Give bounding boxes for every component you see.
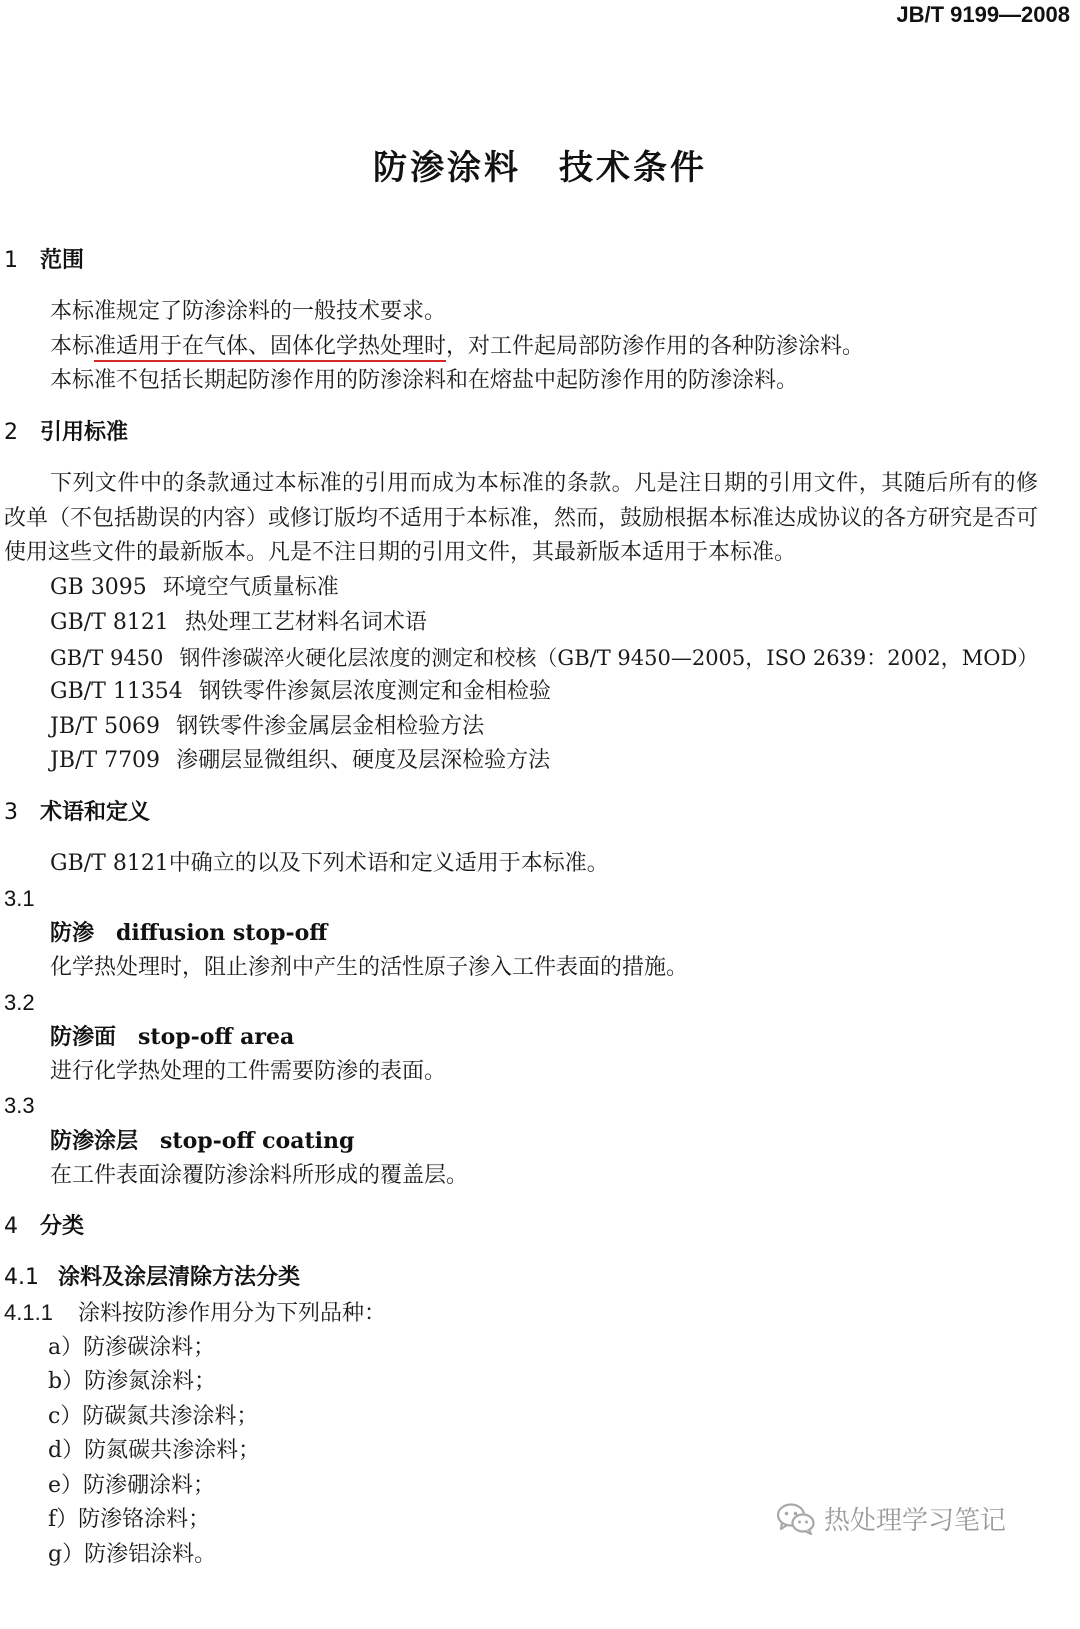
list-item: f）防渗铬涂料；	[48, 1507, 211, 1532]
term-heading	[50, 918, 327, 948]
underlined-phrase: 准适用于在气体、固体化学热处理时	[94, 334, 446, 362]
section-number: 1	[4, 248, 18, 273]
subsection-text: 涂料按防渗作用分为下列品种：	[78, 1301, 387, 1326]
references-paragraph: 下列文件中的条款通过本标准的引用而成为本标准的条款。凡是注日期的引用文件，其随后所有的修改单（不包括勘误的内容）或修订版均不适用于本标准，然而，鼓励根据本标准达成协议的各方研究是否可使用这些文件的最新版本。凡是不注日期的引用文件，其最新版本适用于本标准。	[4, 471, 1039, 565]
subsection-4-1-heading	[4, 1263, 300, 1293]
list-item: a）防渗碳涂料；	[48, 1335, 216, 1360]
standard-code: JB/T 9199—2008	[896, 2, 1070, 27]
ref-title: 钢铁零件渗金属层金相检验方法	[176, 714, 485, 739]
term-heading	[50, 1022, 294, 1052]
reference-item	[50, 712, 484, 742]
term-en: stop-off area	[138, 1024, 295, 1050]
section-1-heading	[4, 246, 84, 276]
ref-code: GB 3095	[50, 575, 147, 600]
term-zh: 防渗涂层	[50, 1128, 139, 1154]
scope-line-2-post: ，对工件起局部防渗作用的各种防渗涂料。	[446, 334, 865, 359]
ref-code: GB/T 8121	[50, 610, 169, 635]
section-3-heading	[4, 798, 150, 828]
scope-line-1: 本标准规定了防渗涂料的一般技术要求。	[50, 299, 447, 324]
watermark	[776, 1500, 1006, 1537]
list-item: d）防氮碳共渗涂料；	[48, 1438, 261, 1463]
title-part-2: 技术条件	[559, 148, 707, 188]
list-item: e）防渗硼涂料；	[48, 1473, 216, 1498]
section-4-heading	[4, 1212, 84, 1242]
scope-line-2-pre: 本标	[50, 334, 95, 359]
ref-title: 热处理工艺材料名词术语	[184, 610, 427, 635]
ref-code: JB/T 5069	[50, 714, 161, 739]
ref-code: GB/T 9450	[50, 646, 164, 670]
ref-code: GB/T 11354	[50, 679, 183, 704]
watermark-text: 热处理学习笔记	[823, 1506, 1006, 1536]
reference-item	[50, 573, 339, 603]
wechat-icon	[776, 1502, 816, 1536]
subsection-number: 4.1.1	[4, 1300, 53, 1325]
subsection-4-1-1	[4, 1298, 386, 1329]
reference-item	[50, 608, 427, 638]
section-number: 2	[4, 420, 18, 445]
term-en: stop-off coating	[160, 1128, 355, 1154]
term-en: diffusion stop-off	[116, 920, 328, 946]
section-2-heading	[4, 418, 128, 448]
reference-item	[50, 746, 550, 776]
scope-line-2	[50, 332, 864, 362]
term-number: 3.2	[4, 990, 35, 1015]
list-item: g）防渗铝涂料。	[48, 1542, 217, 1567]
section-title: 范围	[40, 248, 85, 273]
section-title: 分类	[40, 1214, 85, 1239]
term-zh: 防渗	[50, 920, 95, 946]
ref-code: JB/T 7709	[50, 748, 161, 773]
terms-intro: GB/T 8121中确立的以及下列术语和定义适用于本标准。	[50, 851, 609, 876]
term-number: 3.3	[4, 1093, 35, 1118]
section-number: 4	[4, 1214, 18, 1239]
title-part-1: 防渗涂料	[373, 148, 521, 188]
ref-title: 渗硼层显微组织、硬度及层深检验方法	[176, 748, 551, 773]
ref-title: 环境空气质量标准	[162, 575, 339, 600]
document-title	[0, 140, 1080, 189]
term-definition: 进行化学热处理的工件需要防渗的表面。	[50, 1059, 447, 1084]
section-number: 3	[4, 800, 18, 825]
term-heading	[50, 1126, 354, 1156]
term-definition: 化学热处理时，阻止渗剂中产生的活性原子渗入工件表面的措施。	[50, 955, 689, 980]
term-number: 3.1	[4, 886, 35, 911]
subsection-number: 4.1	[4, 1265, 39, 1290]
reference-item	[50, 643, 1038, 673]
term-definition: 在工件表面涂覆防渗涂料所形成的覆盖层。	[50, 1163, 469, 1188]
subsection-title: 涂料及涂层清除方法分类	[58, 1265, 301, 1290]
reference-item	[50, 677, 551, 707]
ref-title: 钢件渗碳淬火硬化层浓度的测定和校核（GB/T 9450—2005，ISO 2639：2002，MOD）	[179, 646, 1039, 670]
scope-line-3: 本标准不包括长期起防渗作用的防渗涂料和在熔盐中起防渗作用的防渗涂料。	[50, 368, 799, 393]
list-item: c）防碳氮共渗涂料；	[48, 1404, 259, 1429]
section-title: 术语和定义	[40, 800, 151, 825]
ref-title: 钢铁零件渗氮层浓度测定和金相检验	[198, 679, 551, 704]
section-title: 引用标准	[40, 420, 129, 445]
term-zh: 防渗面	[50, 1024, 117, 1050]
list-item: b）防渗氮涂料；	[48, 1369, 217, 1394]
